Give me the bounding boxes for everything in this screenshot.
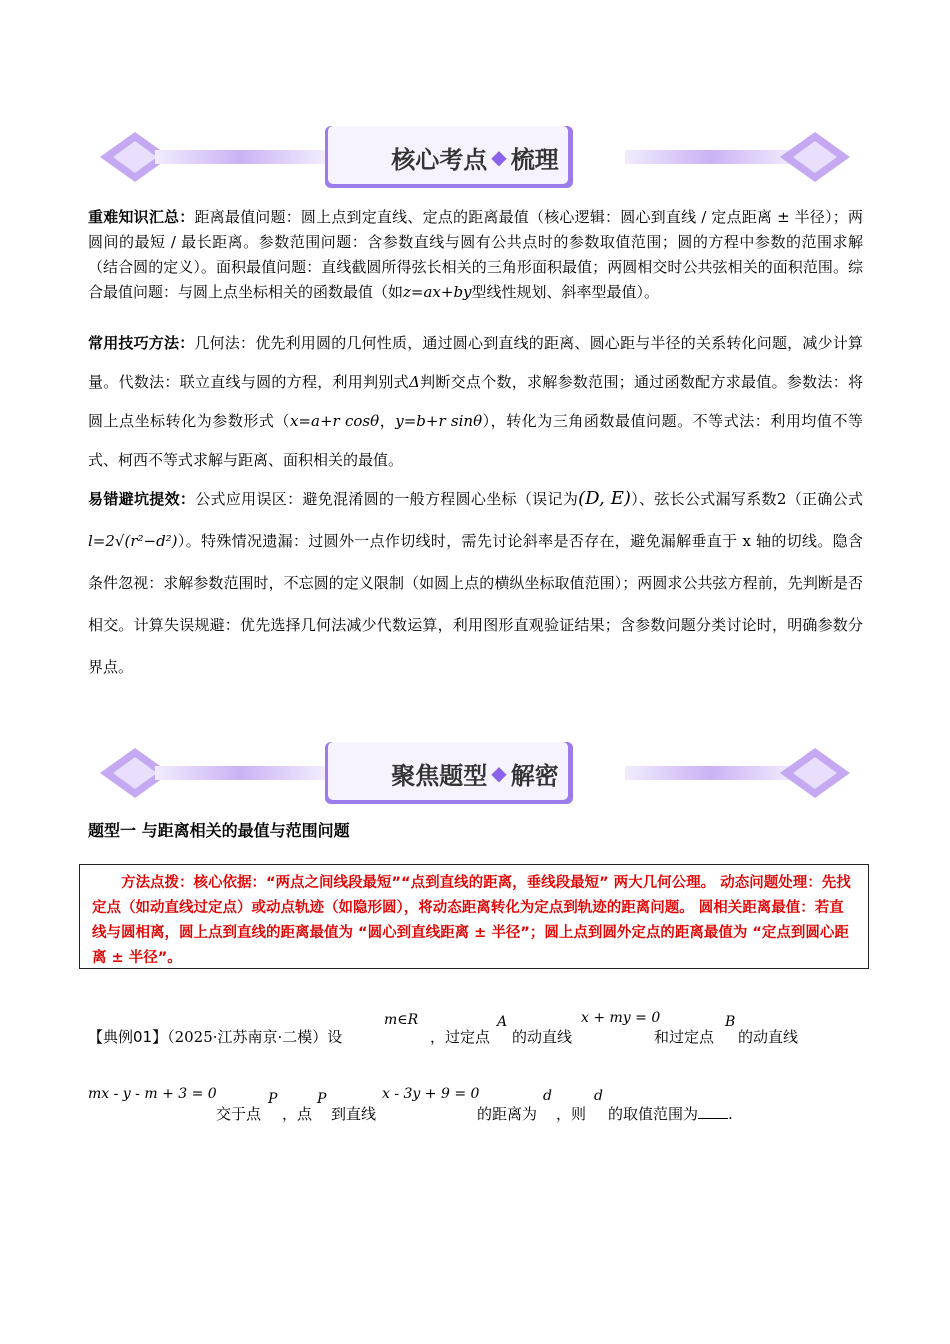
param-sep: ， xyxy=(379,412,396,430)
example-tag: 【典例01】 xyxy=(88,1028,168,1046)
section-banner-core xyxy=(95,122,855,192)
param-y: y=b+r sinθ xyxy=(395,412,483,430)
pitfalls-label: 易错避坑提效： xyxy=(88,490,196,508)
answer-blank[interactable] xyxy=(698,1104,728,1119)
banner-title xyxy=(95,738,855,808)
example-text-8: 的距离为 xyxy=(477,1105,538,1123)
line-3: x - 3y + 9 = 0 xyxy=(382,1086,480,1102)
banner-title-right: 梳理 xyxy=(510,145,559,174)
section-banner-types xyxy=(95,738,855,808)
topic-heading: 题型一 与距离相关的最值与范围问题 xyxy=(88,821,350,840)
example-text-2: 的动直线 xyxy=(512,1028,573,1046)
key-knowledge-text: 距离最值问题：圆上点到定直线、定点的距离最值（核心逻辑：圆心到直线 / 定点距离 ± 半径）；两圆间的最短 / 最长距离。参数范围问题：含参数直线与圆有公共点时的参数取值范围；圆的方程中参数的范围求解（结合圆的定义）。面积最值问题：直线截圆所得弦长相关的三角形面积最值；两圆相交时公共弦相关的面积范围。综合最值问题：与圆上点坐标相关的函数最值（如 xyxy=(88,208,863,301)
example-text-1: ，过定点 xyxy=(430,1028,491,1046)
line-2: mx - y - m + 3 = 0 xyxy=(88,1086,217,1102)
diamond-icon: ◆ xyxy=(491,761,507,785)
key-knowledge-text-end: 型线性规划、斜率型最值）。 xyxy=(471,283,660,301)
distance-d-1: d xyxy=(543,1088,552,1104)
point-A: A xyxy=(497,1014,508,1030)
point-P-2: P xyxy=(317,1091,327,1107)
methods-text-b: 判断交点个数，求解参数范围；通过函数配方求最值。参数法：将圆上点坐标转化为参数形式（ xyxy=(88,373,863,430)
example-text-9: ，则 xyxy=(556,1105,587,1123)
line-1: x + my = 0 xyxy=(581,1010,661,1026)
pitfalls-text-c: ）。特殊情况遗漏：过圆外一点作切线时，需先讨论斜率是否存在，避免漏解垂直于 x 轴的切线。隐含条件忽视：求解参数范围时，不忘圆的定义限制（如圆上点的横纵坐标取值范围）；两圆求公共弦方程前，先判断是否相交。计算失误规避：优先选择几何法减少代数运算，利用图形直观验证结果；含参数问题分类讨论时，明确参数分界点。 xyxy=(88,532,863,676)
example-text-7: 到直线 xyxy=(331,1105,377,1123)
chord-formula: l=2√(r²−d²) xyxy=(88,532,178,550)
methods-text-c: ），转化为三角函数最值问题。不等式法：利用均值不等式、柯西不等式求解与距离、面积相关的最值。 xyxy=(88,412,863,469)
pitfalls-paragraph xyxy=(88,478,863,688)
point-B: B xyxy=(725,1014,736,1030)
linear-formula: z=ax+by xyxy=(403,283,472,301)
key-knowledge-label: 重难知识汇总： xyxy=(88,208,195,226)
diamond-icon: ◆ xyxy=(491,145,507,169)
example-text-4: 的动直线 xyxy=(738,1028,799,1046)
pitfalls-text-b: ）、弦长公式漏写系数2（正确公式 xyxy=(630,490,863,508)
methods-text-a: 几何法：优先利用圆的几何性质，通过圆心到直线的距离、圆心距与半径的关系转化问题，减少计算量。代数法：联立直线与圆的方程，利用判别式 xyxy=(88,334,863,391)
key-knowledge-paragraph xyxy=(88,205,863,305)
method-tips-text: 方法点拨：核心依据：“两点之间线段最短”“点到直线的距离，垂线段最短” 两大几何公理。 动态问题处理：先找定点（如动直线过定点）或动点轨迹（如隐形圆），将动态距离转化为定点到轨迹的距离问题。 圆相关距离最值：若直线与圆相离，圆上点到直线的距离最值为 “圆心到直线距离 ± 半径”；圆上点到圆外定点的距离最值为 “定点到圆心距离 ± 半径”。 xyxy=(92,875,851,966)
banner-title xyxy=(95,122,855,192)
param-x: x=a+r cosθ xyxy=(289,412,380,430)
method-tips-box xyxy=(79,864,869,969)
point-P-1: P xyxy=(268,1091,278,1107)
example-source: （2025·江苏南京·二模）设 xyxy=(167,1028,343,1046)
range-question: 的取值范围为 xyxy=(608,1105,699,1123)
example-line-1 xyxy=(88,1026,342,1047)
distance-d-2: d xyxy=(594,1088,603,1104)
example-text-3: 和过定点 xyxy=(654,1028,715,1046)
banner-title-left: 核心考点 xyxy=(391,145,488,174)
m-in-R: m∈R xyxy=(384,1012,419,1028)
example-text-6: ，点 xyxy=(282,1105,313,1123)
common-methods-paragraph xyxy=(88,324,863,480)
banner-title-left: 聚焦题型 xyxy=(391,761,488,790)
pitfalls-text-a: 公式应用误区：避免混淆圆的一般方程圆心坐标（误记为 xyxy=(195,490,579,508)
delta-symbol: Δ xyxy=(408,373,420,391)
period: . xyxy=(728,1105,733,1123)
example-text-5: 交于点 xyxy=(216,1105,262,1123)
banner-title-right: 解密 xyxy=(510,761,559,790)
center-coords: (D, E) xyxy=(578,488,631,509)
example-text-10 xyxy=(608,1103,733,1124)
common-methods-label: 常用技巧方法： xyxy=(88,334,195,352)
